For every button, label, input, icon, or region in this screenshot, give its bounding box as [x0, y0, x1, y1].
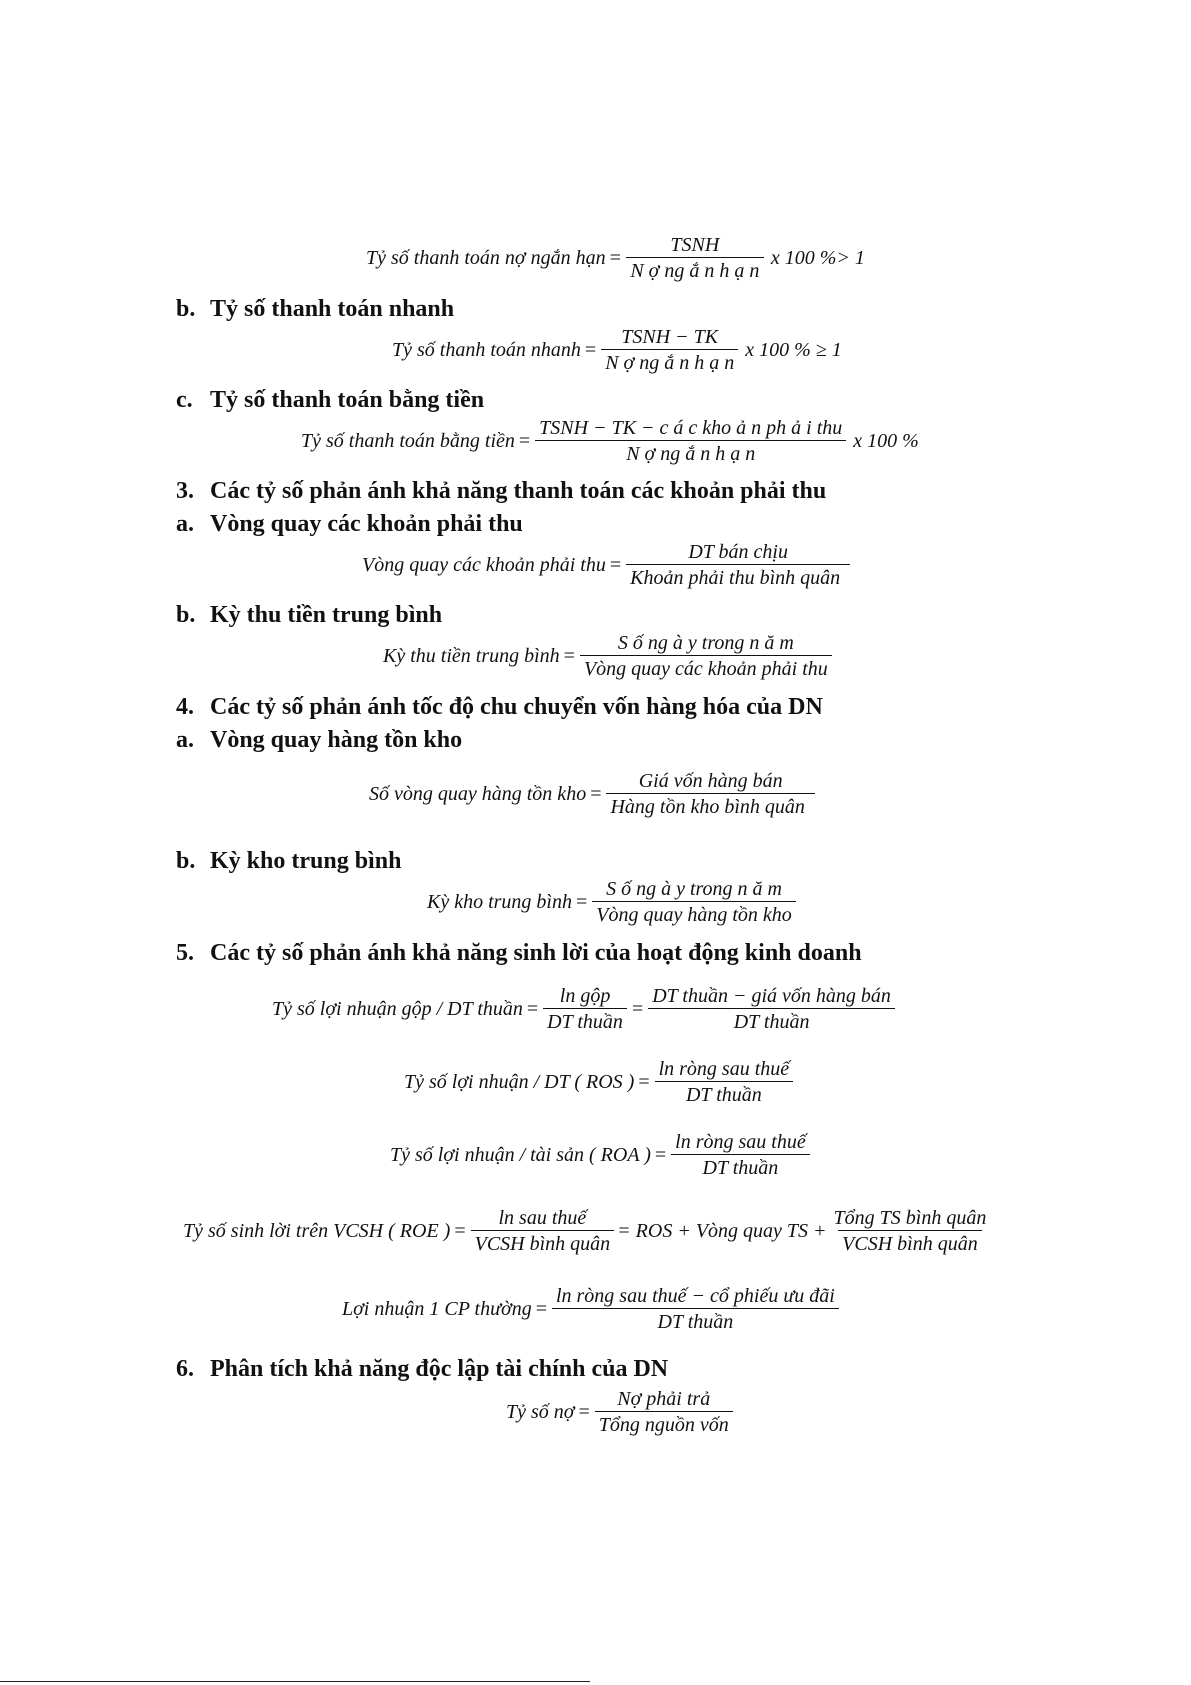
formula-lhs: Tỷ số lợi nhuận gộp / DT thuần	[272, 998, 523, 1020]
numerator: S ố ng à y trong n ă m	[617, 632, 794, 654]
formula-tail: x 100 % ≥ 1	[745, 339, 842, 361]
denominator: N ợ ng ắ n h ạ n	[535, 440, 846, 464]
numerator: ln ròng sau thuế	[675, 1131, 806, 1153]
denominator: Tổng nguồn vốn	[595, 1411, 733, 1435]
formula-collection-period	[383, 633, 835, 679]
formula-lhs: Số vòng quay hàng tồn kho	[369, 783, 587, 805]
heading-section-3	[176, 477, 826, 505]
fraction	[595, 1389, 733, 1435]
heading-quick-ratio	[176, 295, 454, 323]
heading-marker: 6.	[176, 1356, 194, 1382]
equals-sign: =	[576, 891, 588, 913]
numerator: ln ròng sau thuế − cổ phiếu ưu đãi	[555, 1285, 835, 1307]
heading-text: Kỳ thu tiền trung bình	[210, 602, 443, 628]
equals-sign: =	[518, 430, 531, 452]
formula-quick-ratio	[392, 327, 842, 373]
denominator: Vòng quay hàng tồn kho	[592, 901, 796, 925]
numerator: DT bán chịu	[688, 541, 788, 563]
numerator: Giá vốn hàng bán	[638, 770, 783, 792]
heading-text: Các tỷ số phản ánh khả năng thanh toán các khoản phải thu	[210, 478, 827, 504]
equals-sign: =	[563, 645, 575, 667]
numerator: S ố ng à y trong n ă m	[606, 878, 782, 900]
formula-roa	[390, 1132, 813, 1178]
equals-sign: =	[584, 339, 597, 361]
denominator: Khoản phải thu bình quân	[626, 564, 850, 588]
heading-marker: 4.	[176, 694, 194, 720]
denominator: VCSH bình quân	[471, 1230, 615, 1254]
footnote-divider	[0, 1681, 590, 1682]
heading-text: Tỷ số thanh toán bằng tiền	[210, 387, 485, 413]
fraction	[543, 986, 627, 1032]
fraction	[606, 771, 814, 817]
denominator: VCSH bình quân	[838, 1230, 982, 1254]
heading-inventory-period	[176, 847, 401, 875]
denominator: N ợ ng ắ n h ạ n	[601, 349, 738, 373]
numerator: TSNH − TK	[621, 326, 719, 348]
equals-sign: =	[631, 998, 644, 1020]
formula-inventory-period	[427, 879, 799, 925]
fraction	[601, 327, 738, 373]
formula-tail: x 100 %> 1	[770, 247, 865, 269]
denominator: DT thuần	[543, 1008, 627, 1032]
formula-tail: x 100 %	[853, 430, 919, 452]
denominator: DT thuần	[655, 1081, 794, 1105]
numerator: Tổng TS bình quân	[833, 1207, 987, 1229]
fraction	[471, 1208, 615, 1254]
formula-lhs: Kỳ kho trung bình	[427, 891, 572, 913]
formula-lhs: Tỷ số lợi nhuận / DT ( ROS )	[404, 1071, 635, 1093]
heading-marker: a.	[176, 727, 194, 753]
numerator: ln sau thuế	[498, 1207, 587, 1229]
formula-lhs: Tỷ số thanh toán nhanh	[392, 339, 581, 361]
numerator: ln gộp	[559, 985, 611, 1007]
formula-debt-ratio	[506, 1389, 736, 1435]
heading-collection-period	[176, 601, 442, 629]
formula-cash-ratio	[301, 418, 919, 464]
formula-inventory-turnover	[369, 771, 818, 817]
numerator: DT thuần − giá vốn hàng bán	[652, 985, 891, 1007]
equals-sign: =	[609, 247, 621, 269]
heading-section-4	[176, 693, 823, 721]
formula-short-term-ratio	[366, 235, 865, 281]
denominator: Hàng tồn kho bình quân	[606, 793, 814, 817]
fraction	[626, 542, 850, 588]
denominator: DT thuần	[552, 1308, 839, 1332]
fraction	[830, 1208, 991, 1254]
equals-sign: =	[609, 554, 622, 576]
numerator: TSNH − TK − c á c kho ả n ph ả i thu	[539, 417, 843, 439]
heading-text: Các tỷ số phản ánh khả năng sinh lời của hoạt động kinh doanh	[210, 940, 862, 966]
denominator: Vòng quay các khoản phải thu	[580, 655, 832, 679]
heading-marker: 3.	[176, 478, 194, 504]
denominator: DT thuần	[648, 1008, 895, 1032]
formula-lhs: Lợi nhuận 1 CP thường	[342, 1298, 532, 1320]
heading-marker: 5.	[176, 940, 194, 966]
heading-marker: b.	[176, 296, 196, 322]
formula-lhs: Tỷ số thanh toán bằng tiền	[301, 430, 515, 452]
fraction	[626, 235, 764, 281]
formula-lhs: Tỷ số sinh lời trên VCSH ( ROE )	[183, 1220, 451, 1242]
fraction	[648, 986, 895, 1032]
heading-marker: c.	[176, 387, 193, 413]
heading-text: Kỳ kho trung bình	[210, 848, 402, 874]
heading-marker: b.	[176, 848, 196, 874]
formula-eps	[342, 1286, 842, 1332]
heading-inventory-turnover	[176, 726, 462, 754]
formula-lhs: Tỷ số nợ	[506, 1401, 575, 1423]
heading-marker: b.	[176, 602, 196, 628]
formula-roe	[183, 1208, 993, 1254]
equals-sign: =	[578, 1401, 590, 1423]
fraction	[655, 1059, 794, 1105]
denominator: N ợ ng ắ n h ạ n	[626, 257, 764, 281]
equals-sign: =	[454, 1220, 466, 1242]
formula-receivables-turnover	[362, 542, 853, 588]
heading-text: Các tỷ số phản ánh tốc độ chu chuyển vốn hàng hóa của DN	[210, 694, 823, 720]
equals-sign: =	[535, 1298, 547, 1320]
fraction	[592, 879, 796, 925]
formula-gross-margin	[272, 986, 898, 1032]
heading-cash-ratio	[176, 386, 484, 414]
formula-lhs: Vòng quay các khoản phải thu	[362, 554, 606, 576]
numerator: TSNH	[670, 234, 720, 256]
heading-text: Tỷ số thanh toán nhanh	[210, 296, 455, 322]
fraction	[535, 418, 846, 464]
equals-sign: =	[590, 783, 602, 805]
denominator: DT thuần	[671, 1154, 810, 1178]
formula-lhs: Kỳ thu tiền trung bình	[383, 645, 560, 667]
heading-text: Vòng quay các khoản phải thu	[210, 511, 523, 537]
fraction	[671, 1132, 810, 1178]
numerator: ln ròng sau thuế	[658, 1058, 790, 1080]
equals-sign: =	[654, 1144, 667, 1166]
heading-marker: a.	[176, 511, 194, 537]
formula-middle: = ROS + Vòng quay TS +	[617, 1220, 827, 1242]
formula-ros	[404, 1059, 796, 1105]
fraction	[552, 1286, 839, 1332]
heading-text: Vòng quay hàng tồn kho	[210, 727, 463, 753]
heading-section-5	[176, 939, 862, 967]
equals-sign: =	[638, 1071, 650, 1093]
equals-sign: =	[526, 998, 539, 1020]
heading-text: Phân tích khả năng độc lập tài chính của DN	[210, 1356, 669, 1382]
formula-lhs: Tỷ số lợi nhuận / tài sản ( ROA )	[390, 1144, 651, 1166]
numerator: Nợ phải trả	[617, 1388, 711, 1410]
fraction	[580, 633, 832, 679]
heading-section-6	[176, 1355, 668, 1383]
formula-lhs: Tỷ số thanh toán nợ ngắn hạn	[366, 247, 606, 269]
heading-receivables-turnover	[176, 510, 523, 538]
